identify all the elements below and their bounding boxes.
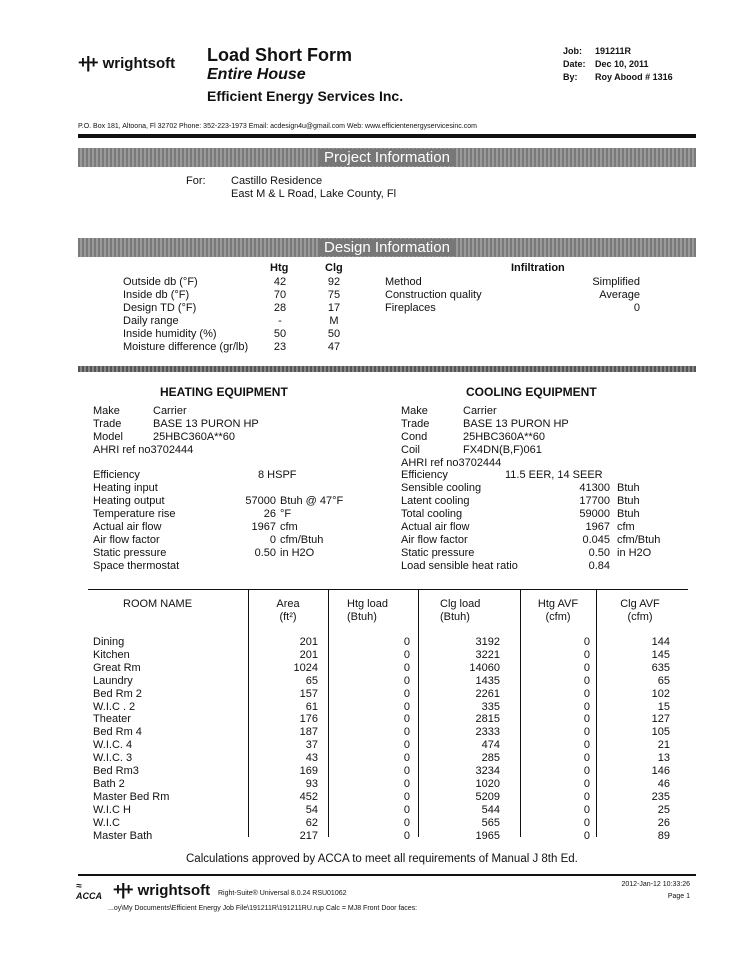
room-clg-load: 1965 — [475, 829, 500, 842]
room-clg-avf: 127 — [651, 713, 670, 726]
date-label: Date: — [563, 59, 586, 69]
room-htg-load: 0 — [403, 777, 410, 790]
room-htg-avf: 0 — [583, 648, 590, 661]
room-htg-load: 0 — [403, 829, 410, 842]
room-name: Dining — [93, 636, 125, 648]
design-row-clg: M — [329, 315, 339, 327]
infiltration-label: Construction quality — [385, 289, 482, 301]
room-clg-avf: 105 — [651, 726, 670, 739]
room-clg-avf: 21 — [657, 739, 670, 752]
job-label: Job: — [563, 46, 582, 56]
cooling-row-value: 41300 — [579, 482, 610, 494]
heating-row-value: 0 — [269, 534, 276, 546]
room-name: W.I.C H — [93, 803, 131, 816]
heating-row-unit: in H2O — [280, 547, 315, 559]
heating-row-value: 1967 — [251, 521, 276, 533]
cooling-row-label: Total cooling — [401, 508, 463, 520]
heating-row-label: Static pressure — [93, 547, 167, 559]
cooling-coil: FX4DN(B,F)061 — [463, 444, 542, 456]
footer-wrightsoft-logo — [113, 880, 210, 900]
wrightsoft-logo — [78, 53, 175, 73]
design-row-clg: 47 — [327, 341, 341, 353]
room-area: 157 — [299, 687, 318, 700]
room-clg-avf: 46 — [657, 777, 670, 790]
heating-row-label: Heating output — [93, 495, 165, 507]
room-area: 176 — [299, 713, 318, 726]
design-row-clg: 50 — [327, 328, 341, 340]
room-htg-load: 0 — [403, 674, 410, 687]
room-area: 65 — [305, 674, 318, 687]
room-clg-load: 1435 — [475, 674, 500, 687]
room-htg-load: 0 — [403, 803, 410, 816]
room-clg-load: 285 — [481, 752, 500, 765]
room-clg-avf: 25 — [657, 803, 670, 816]
file-path: ...oy\My Documents\Efficient Energy Job File\191211R\191211RU.rup Calc = MJ8 Front Door faces: — [108, 905, 418, 912]
cooling-row-label: Sensible cooling — [401, 482, 482, 494]
room-htg-load: 0 — [403, 765, 410, 777]
design-divider — [78, 366, 696, 372]
room-htg-avf: 0 — [583, 674, 590, 687]
room-clg-avf: 145 — [651, 648, 670, 661]
room-clg-load: 3234 — [475, 765, 500, 777]
col-divider — [520, 589, 521, 837]
col-header-htg-load-unit: (Btuh) — [347, 611, 377, 623]
room-name: Master Bed Rm — [93, 790, 170, 803]
page-title: Load Short Form — [207, 45, 352, 65]
room-htg-avf: 0 — [583, 816, 590, 829]
room-name: Bath 2 — [93, 777, 125, 790]
cooling-make-label: Make — [401, 405, 428, 417]
job-value: 191211R — [595, 46, 632, 56]
room-name: W.I.C. 3 — [93, 752, 133, 765]
room-name: Bed Rm 4 — [93, 726, 142, 739]
project-info-bar — [78, 148, 696, 167]
room-area: 62 — [305, 816, 318, 829]
design-row-htg: 42 — [273, 276, 287, 288]
project-address: East M & L Road, Lake County, Fl — [231, 188, 397, 200]
design-row-label: Outside db (°F) — [123, 276, 198, 288]
cooling-ahri: AHRI ref no3702444 — [401, 457, 502, 469]
cooling-row-value: 0.84 — [588, 560, 610, 572]
heating-row-label: Efficiency — [93, 469, 140, 481]
heating-row-value: 8 HSPF — [258, 469, 297, 481]
room-clg-avf: 146 — [651, 765, 670, 777]
cooling-coil-label: Coil — [401, 444, 420, 456]
heating-row-unit: °F — [280, 508, 292, 520]
room-name: Master Bath — [93, 829, 153, 842]
room-area: 37 — [305, 739, 318, 752]
heating-trade-label: Trade — [93, 418, 122, 430]
infiltration-value: 0 — [633, 302, 640, 314]
room-name: Kitchen — [93, 648, 130, 661]
logo-mark: +|+ — [78, 53, 97, 72]
room-clg-avf: 89 — [657, 829, 670, 842]
heating-row-label: Space thermostat — [93, 560, 180, 572]
room-area: 93 — [305, 777, 318, 790]
cooling-row-label: Actual air flow — [401, 521, 470, 533]
room-clg-load: 335 — [481, 700, 500, 713]
room-htg-avf: 0 — [583, 803, 590, 816]
room-clg-avf: 65 — [657, 674, 670, 687]
room-clg-load: 544 — [481, 803, 500, 816]
col-header-clg-avf-unit: (cfm) — [627, 611, 653, 623]
room-name: Laundry — [93, 674, 133, 687]
infiltration-value: Average — [599, 289, 640, 301]
room-htg-avf: 0 — [583, 687, 590, 700]
for-label: For: — [186, 175, 206, 187]
room-htg-load: 0 — [403, 713, 410, 726]
room-htg-avf: 0 — [583, 700, 590, 713]
heating-row-label: Heating input — [93, 482, 158, 494]
design-row-htg: 23 — [273, 341, 287, 353]
design-row-label: Inside humidity (%) — [123, 328, 217, 340]
room-htg-load: 0 — [403, 726, 410, 739]
design-row-label: Inside db (°F) — [123, 289, 190, 301]
room-htg-avf: 0 — [583, 777, 590, 790]
acca-swoosh-icon: ≈ — [76, 881, 82, 892]
col-header-area: Area — [276, 598, 300, 610]
footer-logo-text: wrightsoft — [137, 882, 211, 899]
cooling-trade-label: Trade — [401, 418, 430, 430]
design-row-clg: 92 — [327, 276, 341, 288]
cooling-row-unit: cfm/Btuh — [617, 534, 661, 546]
design-info-title: Design Information — [318, 239, 456, 256]
design-row-label: Moisture difference (gr/lb) — [123, 341, 249, 353]
col-header-clg-avf: Clg AVF — [620, 598, 660, 610]
heating-equipment-title: HEATING EQUIPMENT — [160, 385, 288, 399]
room-area: 217 — [299, 829, 318, 842]
page-number: Page 1 — [667, 893, 690, 900]
col-divider — [418, 589, 419, 837]
acca-logo — [76, 883, 102, 901]
contact-line: P.O. Box 181, Altoona, Fl 32702 Phone: 352-223-1973 Email: acdesign4u@gmail.com Web: www.efficientenergyservicesinc.com — [78, 123, 477, 130]
design-row-htg: - — [278, 315, 282, 327]
room-htg-avf: 0 — [583, 765, 590, 777]
cooling-row-value: 0.045 — [582, 534, 610, 546]
heating-make-label: Make — [93, 405, 120, 417]
cooling-row-unit: cfm — [617, 521, 635, 533]
room-clg-load: 14060 — [469, 661, 500, 674]
header-divider — [78, 134, 696, 138]
by-value: Roy Abood # 1316 — [595, 72, 673, 82]
room-clg-load: 474 — [481, 739, 500, 752]
design-row-clg: 75 — [327, 289, 341, 301]
heating-ahri: AHRI ref no3702444 — [93, 444, 194, 456]
design-row-label: Design TD (°F) — [123, 302, 197, 314]
logo-text: wrightsoft — [102, 55, 176, 72]
col-header-htg-avf: Htg AVF — [537, 598, 579, 610]
cooling-efficiency: 11.5 EER, 14 SEER — [505, 469, 603, 481]
room-name: Bed Rm 2 — [93, 687, 142, 700]
infiltration-label: Fireplaces — [385, 302, 436, 314]
room-htg-load: 0 — [403, 636, 410, 648]
room-clg-avf: 15 — [657, 700, 670, 713]
room-clg-load: 565 — [481, 816, 500, 829]
room-htg-load: 0 — [403, 752, 410, 765]
cooling-row-label: Static pressure — [401, 547, 475, 559]
cooling-make: Carrier — [463, 405, 497, 417]
room-htg-avf: 0 — [583, 726, 590, 739]
room-area: 61 — [305, 700, 318, 713]
room-htg-load: 0 — [403, 700, 410, 713]
heating-model-label: Model — [93, 431, 123, 443]
cooling-row-value: 0.50 — [588, 547, 610, 559]
heating-row-unit: cfm — [280, 521, 298, 533]
room-area: 1024 — [293, 661, 318, 674]
room-clg-avf: 635 — [651, 661, 670, 674]
room-clg-avf: 102 — [651, 687, 670, 700]
cooling-row-label: Load sensible heat ratio — [401, 560, 518, 572]
cooling-row-unit: Btuh — [617, 482, 640, 494]
heating-row-label: Actual air flow — [93, 521, 162, 533]
heating-row-value: 26 — [263, 508, 276, 520]
design-row-label: Daily range — [123, 315, 179, 327]
room-name: Theater — [93, 713, 131, 726]
design-row-htg: 70 — [273, 289, 287, 301]
room-htg-avf: 0 — [583, 752, 590, 765]
cooling-equipment-title: COOLING EQUIPMENT — [466, 385, 597, 399]
cooling-cond: 25HBC360A**60 — [463, 431, 545, 443]
clg-header: Clg — [325, 262, 343, 274]
room-area: 201 — [299, 648, 318, 661]
col-header-htg-avf-unit: (cfm) — [545, 611, 571, 623]
heating-row-value: 0.50 — [254, 547, 276, 559]
heating-trade: BASE 13 PURON HP — [153, 418, 259, 430]
room-area: 201 — [299, 636, 318, 648]
room-htg-load: 0 — [403, 687, 410, 700]
room-htg-load: 0 — [403, 816, 410, 829]
room-clg-avf: 144 — [651, 636, 670, 648]
room-htg-load: 0 — [403, 648, 410, 661]
col-header-clg-load-unit: (Btuh) — [440, 611, 470, 623]
room-clg-load: 5209 — [475, 790, 500, 803]
cooling-efficiency-label: Efficiency — [401, 469, 448, 481]
page-subtitle: Entire House — [207, 66, 306, 83]
table-top-rule — [88, 589, 688, 590]
cooling-row-unit: Btuh — [617, 495, 640, 507]
heating-model: 25HBC360A**60 — [153, 431, 235, 443]
design-row-clg: 17 — [327, 302, 341, 314]
cooling-row-unit: in H2O — [617, 547, 652, 559]
room-clg-avf: 235 — [651, 790, 670, 803]
room-htg-avf: 0 — [583, 829, 590, 842]
room-htg-avf: 0 — [583, 790, 590, 803]
cooling-row-unit: Btuh — [617, 508, 640, 520]
col-header-htg-load: Htg load — [347, 598, 388, 610]
room-name: W.I.C — [93, 816, 120, 829]
footer-divider — [78, 874, 696, 876]
room-htg-load: 0 — [403, 790, 410, 803]
room-clg-load: 1020 — [475, 777, 500, 790]
room-name: Great Rm — [93, 661, 141, 674]
heating-row-label: Temperature rise — [93, 508, 176, 520]
cooling-row-label: Air flow factor — [401, 534, 468, 546]
room-clg-load: 2333 — [475, 726, 500, 739]
col-divider — [596, 589, 597, 837]
room-htg-load: 0 — [403, 739, 410, 752]
infiltration-value: Simplified — [592, 276, 640, 288]
room-clg-load: 2261 — [475, 687, 500, 700]
htg-header: Htg — [270, 262, 289, 274]
heating-row-unit: cfm/Btuh — [280, 534, 324, 546]
col-divider — [328, 589, 329, 837]
software-version: Right-Suite® Universal 8.0.24 RSU01062 — [218, 890, 347, 897]
room-area: 169 — [299, 765, 318, 777]
heating-row-unit: Btuh @ 47°F — [280, 495, 344, 507]
heating-row-label: Air flow factor — [93, 534, 160, 546]
timestamp: 2012-Jan-12 10:33:26 — [621, 881, 690, 888]
design-row-htg: 28 — [273, 302, 287, 314]
room-name: W.I.C. 4 — [93, 739, 133, 752]
room-clg-load: 3221 — [475, 648, 500, 661]
acca-note: Calculations approved by ACCA to meet all requirements of Manual J 8th Ed. — [186, 853, 578, 865]
design-info-bar — [78, 238, 696, 257]
room-clg-avf: 13 — [657, 752, 670, 765]
infiltration-label: Method — [385, 276, 422, 288]
room-area: 54 — [305, 803, 318, 816]
room-htg-load: 0 — [403, 661, 410, 674]
room-htg-avf: 0 — [583, 713, 590, 726]
room-htg-avf: 0 — [583, 636, 590, 648]
acca-logo-text: ACCA — [76, 891, 102, 901]
heating-make: Carrier — [153, 405, 187, 417]
by-label: By: — [563, 72, 578, 82]
footer-logo-mark: +|+ — [113, 880, 132, 899]
col-header-room: ROOM NAME — [123, 598, 193, 610]
project-name: Castillo Residence — [231, 175, 323, 187]
cooling-cond-label: Cond — [401, 431, 428, 443]
cooling-trade: BASE 13 PURON HP — [463, 418, 569, 430]
design-row-htg: 50 — [273, 328, 287, 340]
room-htg-avf: 0 — [583, 739, 590, 752]
room-clg-load: 3192 — [475, 636, 500, 648]
room-area: 452 — [299, 790, 318, 803]
room-area: 43 — [305, 752, 318, 765]
cooling-row-label: Latent cooling — [401, 495, 470, 507]
col-header-area-unit: (ft²) — [279, 611, 297, 623]
cooling-row-value: 1967 — [585, 521, 610, 533]
room-area: 187 — [299, 726, 318, 739]
infiltration-header: Infiltration — [511, 262, 565, 274]
room-name: Bed Rm3 — [93, 765, 139, 777]
cooling-row-value: 17700 — [579, 495, 610, 507]
heating-row-value: 57000 — [245, 495, 276, 507]
date-value: Dec 10, 2011 — [595, 59, 649, 69]
room-name: W.I.C . 2 — [93, 700, 136, 713]
room-htg-avf: 0 — [583, 661, 590, 674]
cooling-row-value: 59000 — [579, 508, 610, 520]
col-header-clg-load: Clg load — [440, 598, 481, 610]
room-clg-load: 2815 — [475, 713, 500, 726]
room-clg-avf: 26 — [657, 816, 670, 829]
project-info-title: Project Information — [318, 149, 456, 166]
company-name: Efficient Energy Services Inc. — [207, 88, 404, 104]
